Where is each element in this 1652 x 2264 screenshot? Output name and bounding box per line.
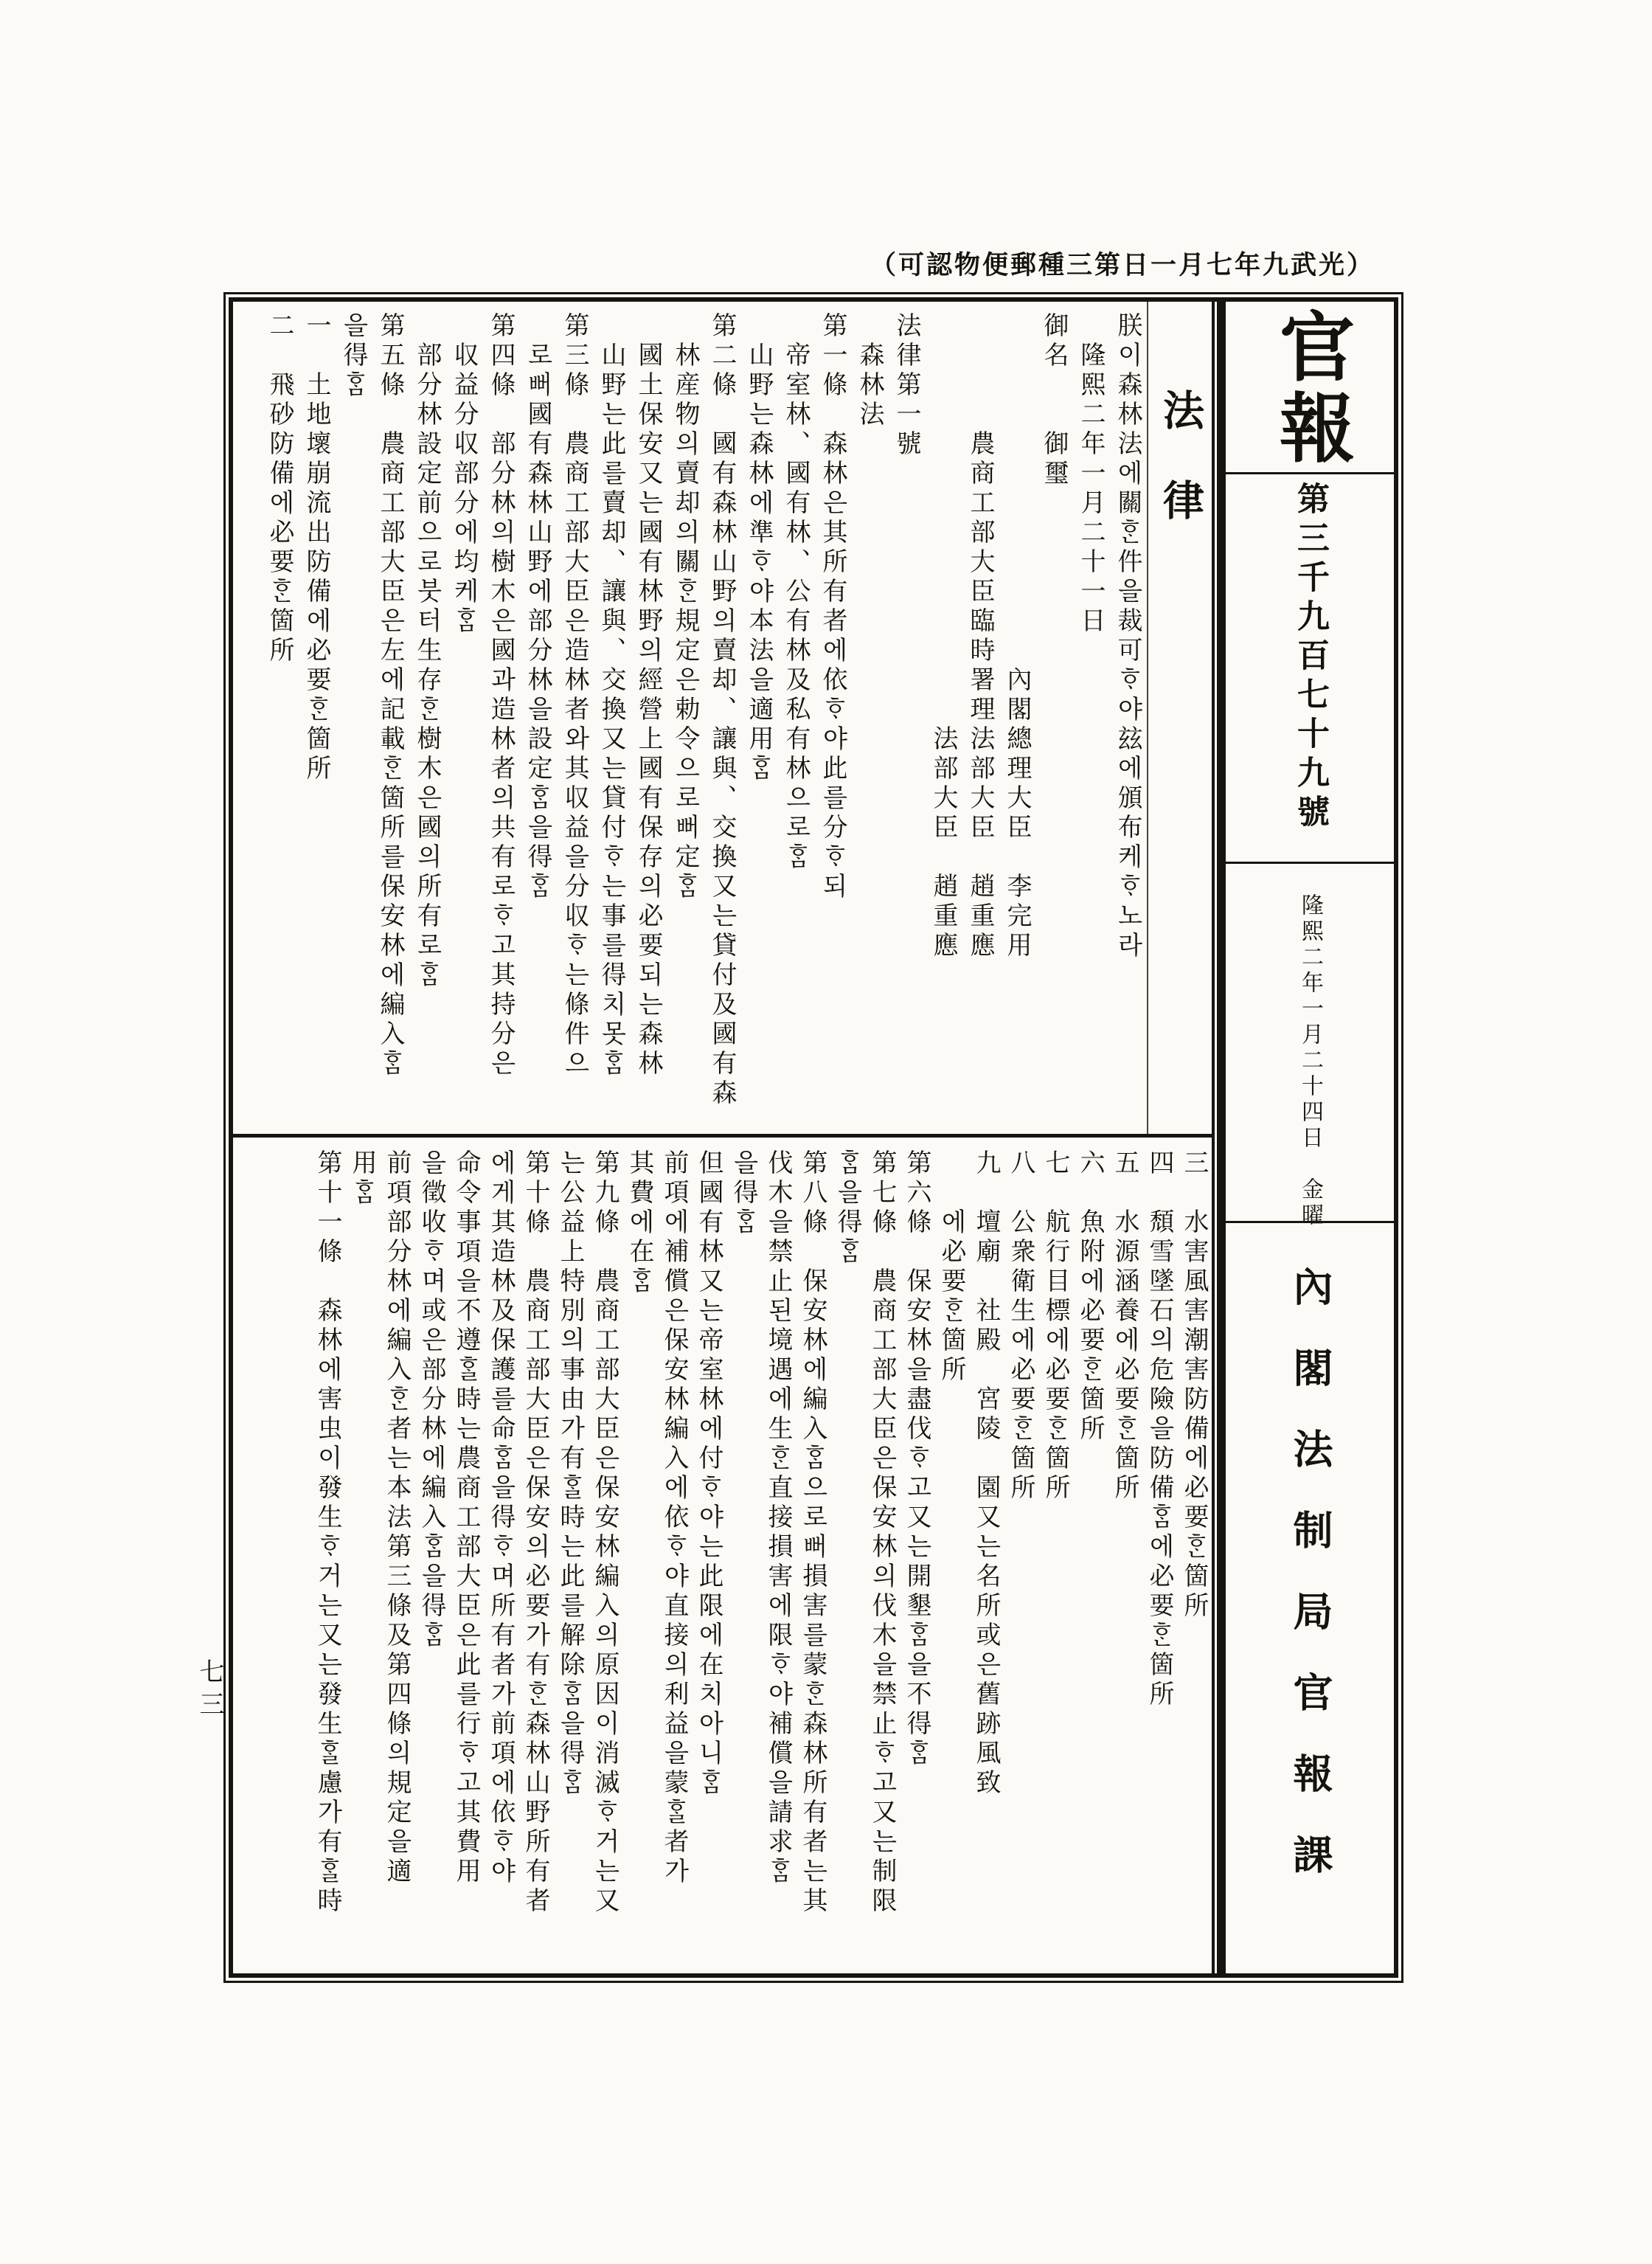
text-column: 帝室林、國有林、公有林及私有林으로ᄒᆞᆷ	[782, 312, 809, 873]
text-column: 로뻐國有森林山野에部分林을設定ᄒᆞᆷ을得ᄒᆞᆷ	[524, 312, 551, 902]
text-column: 第七條 農商工部大臣은保安林의伐木을禁止ᄒᆞ고又는制限	[868, 1149, 895, 1917]
law-section-header-box	[1147, 302, 1212, 1134]
postal-registration-note: （可認物便郵種三第日一月七年九武光）	[870, 251, 1375, 280]
text-column: 其費에在ᄒᆞᆷ	[625, 1149, 653, 1297]
text-column: 六 魚附에必要ᄒᆞᆫ箇所	[1076, 1149, 1103, 1444]
text-column: 朕이森林法에關ᄒᆞᆫ件을裁可ᄒᆞ야玆에頒布케ᄒᆞ노라	[1114, 312, 1141, 961]
top-columns-wrap	[233, 302, 1147, 1134]
text-column: 二 飛砂防備에必要ᄒᆞᆫ箇所	[266, 312, 293, 666]
text-column: ᄒᆞᆷ을得ᄒᆞᆷ	[833, 1149, 861, 1267]
text-column: 第八條 保安林에編入ᄒᆞᆷ으로뻐損害를蒙ᄒᆞᆫ森林所有者는其	[799, 1149, 826, 1917]
text-column: 第十一條 森林에害虫이發生ᄒᆞ거는又는發生ᄒᆞᆯ慮가有ᄒᆞᆯ時	[313, 1149, 341, 1917]
text-column: 四 頹雪墜石의危險을防備ᄒᆞᆷ에必要ᄒᆞᆫ箇所	[1145, 1149, 1173, 1710]
law-top-section	[233, 302, 1212, 1138]
page-frame	[223, 292, 1403, 1983]
text-column: 林産物의賣却의關ᄒᆞᆫ規定은勅令으로뻐定ᄒᆞᆷ	[671, 312, 698, 902]
text-column: 第五條 農商工部大臣은左에記載ᄒᆞᆫ箇所를保安林에編入ᄒᆞᆷ	[376, 312, 403, 1079]
text-column: 三 水害風害潮害防備에必要ᄒᆞᆫ箇所	[1180, 1149, 1207, 1621]
text-column: 前項部分林에編入ᄒᆞᆫ者는本法第三條及第四條의規定을適	[383, 1149, 410, 1887]
masthead-inner	[1217, 302, 1394, 1973]
text-column: 을得ᄒᆞᆷ	[729, 1149, 757, 1238]
text-column: 一 土地壞崩流出防備에必要ᄒᆞᆫ箇所	[302, 312, 330, 784]
text-column: 伐木을禁止된境遇에生ᄒᆞᆫ直接損害에限ᄒᆞ야補償을請求ᄒᆞᆷ	[764, 1149, 791, 1887]
text-column: 內閣總理大臣 李完用	[1003, 312, 1030, 961]
top-text-columns	[233, 302, 1147, 1134]
text-column: 命令事項을不遵ᄒᆞᆯ時는農商工部大臣은此를行ᄒᆞ고其費用	[452, 1149, 479, 1887]
page-frame-inner	[229, 297, 1398, 1978]
text-column: 御名 御璽	[1040, 312, 1067, 489]
text-column: 第二條 國有森林山野의賣却、讓與、交換又는貸付及國有森	[708, 312, 735, 1109]
text-column: 八 公衆衛生에必要ᄒᆞᆫ箇所	[1007, 1149, 1034, 1503]
text-column: 第十條 農商工部大臣은保安의必要가有ᄒᆞᆫ森林山野所有者	[521, 1149, 549, 1917]
text-column: 法律第一號	[892, 312, 920, 460]
bottom-text-columns	[233, 1138, 1212, 1973]
text-column: 에게其造林及保護를命ᄒᆞᆷ을得ᄒᆞ며所有者가前項에依ᄒᆞ야	[487, 1149, 514, 1887]
text-column: 但國有林又는帝室林에付ᄒᆞ야는此限에在치아니ᄒᆞᆷ	[695, 1149, 722, 1799]
text-column: 國土保安又는國有林野의經營上國有保存의必要되는森林	[634, 312, 662, 1079]
text-column: 七 航行目標에必要ᄒᆞᆫ箇所	[1041, 1149, 1069, 1503]
publisher: 內閣法制局官報課	[1288, 1266, 1332, 1915]
gazette-title: 官報	[1268, 308, 1352, 470]
content-area	[233, 302, 1212, 1973]
issue-date-block	[1226, 864, 1394, 1229]
text-column: 五 水源涵養에必要ᄒᆞᆫ箇所	[1111, 1149, 1138, 1503]
law-bottom-section	[233, 1138, 1212, 1973]
text-column: 前項에補償은保安林編入에依ᄒᆞ야直接의利益을蒙ᄒᆞᆯ者가	[660, 1149, 687, 1887]
issue-date: 隆熙二年一月二十四日 金曜	[1298, 893, 1322, 1229]
issue-number-block	[1226, 474, 1394, 864]
issue-number: 第三千九百七十九號	[1292, 482, 1328, 834]
text-column: 農商工部大臣臨時署理法部大臣 趙重應	[966, 312, 993, 961]
masthead	[1212, 302, 1394, 1973]
text-column: 収益分収部分에均케ᄒᆞᆷ	[450, 312, 477, 637]
text-column: 을得ᄒᆞᆷ	[339, 312, 367, 401]
text-column: 第四條 部分林의樹木은國과造林者의共有로ᄒᆞ고其持分은	[487, 312, 514, 1079]
text-column: 隆熙二年一月二十一日	[1077, 312, 1104, 637]
text-column: 에必要ᄒᆞᆫ箇所	[937, 1149, 965, 1385]
masthead-title-block	[1226, 302, 1394, 474]
text-column: 第三條 農商工部大臣은造林者와其収益을分収ᄒᆞ는條件으	[560, 312, 588, 1079]
publisher-block	[1226, 1223, 1394, 1973]
text-column: 는公益上特別의事由가有ᄒᆞᆯ時는此를解除ᄒᆞᆷ을得ᄒᆞᆷ	[556, 1149, 583, 1799]
text-column: 山野는森林에準ᄒᆞ야本法을適用ᄒᆞᆷ	[745, 312, 772, 784]
text-column: 部分林設定前으로붓터生存ᄒᆞᆫ樹木은國의所有로ᄒᆞᆷ	[413, 312, 440, 991]
text-column: 을徵收ᄒᆞ며或은部分林에編入ᄒᆞᆷ을得ᄒᆞᆷ	[417, 1149, 445, 1651]
law-section-header: 法律	[1157, 389, 1203, 569]
text-column: 第九條 農商工部大臣은保安林編入의原因이消滅ᄒᆞ거는又	[591, 1149, 618, 1917]
text-column: 森林法	[856, 312, 883, 430]
page-number: 七三	[195, 1658, 223, 1723]
text-column: 法部大臣 趙重應	[929, 312, 957, 961]
text-column: 第一條 森林은其所有者에依ᄒᆞ야此를分ᄒᆞ되	[819, 312, 846, 902]
text-column: 第六條 保安林을盡伐ᄒᆞ고又는開墾ᄒᆞᆷ을不得ᄒᆞᆷ	[903, 1149, 930, 1769]
text-column: 九 壇廟 社殿 宮陵 園又는名所或은舊跡風致	[972, 1149, 999, 1799]
text-column: 用ᄒᆞᆷ	[348, 1149, 375, 1208]
text-column: 山野는此를賣却、讓與、交換又는貸付ᄒᆞ는事를得치못ᄒᆞᆷ	[597, 312, 625, 1079]
